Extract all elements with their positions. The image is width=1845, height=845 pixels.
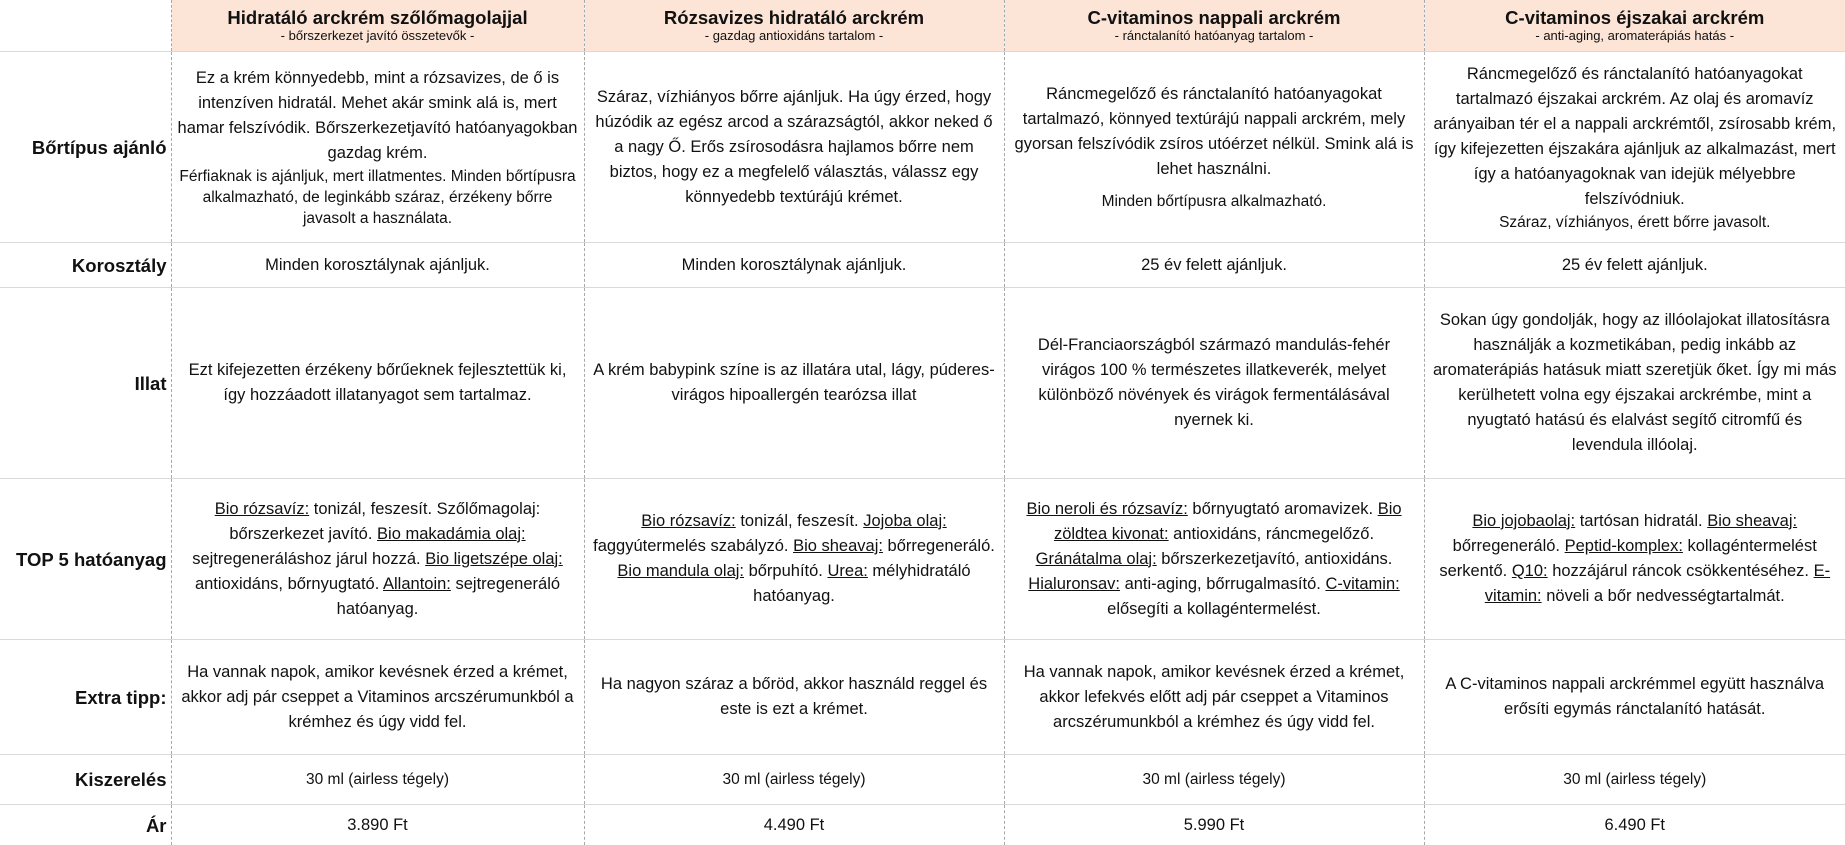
- ingredient-name: Peptid-komplex:: [1565, 537, 1683, 555]
- product-subtitle: - ránctalanító hatóanyag tartalom -: [1009, 28, 1420, 44]
- cell-scent-1: Ezt kifejezetten érzékeny bőrűeknek fejlesztettük ki, így hozzáadott illatanyagot sem tartalmaz.: [171, 288, 584, 479]
- row-label-scent: Illat: [0, 288, 171, 479]
- row-label-age: Korosztály: [0, 243, 171, 288]
- cell-price-1: 3.890 Ft: [171, 805, 584, 845]
- ingredient-name: Bio mandula olaj:: [617, 562, 744, 580]
- product-subtitle: - anti-aging, aromaterápiás hatás -: [1429, 28, 1842, 44]
- product-subtitle: - gazdag antioxidáns tartalom -: [589, 28, 1000, 44]
- price-row: [0, 805, 1845, 845]
- product-header-4: [1424, 0, 1845, 52]
- skin-text-main: Száraz, vízhiányos bőrre ajánljuk. Ha úgy érzed, hogy húzódik az egész arcod a szárazságtól, akkor neked ő a nagy Ő. Erős zsírosodásra hajlamos bőrre nem biztos, hogy ez a megfelelő választás, válassz egy könnyedebb textúrájú krémet.: [591, 85, 998, 210]
- ingredient-desc: bőrszerkezetjavító, antioxidáns.: [1157, 550, 1393, 568]
- ingredient-name: Q10:: [1512, 562, 1548, 580]
- size-row: [0, 755, 1845, 805]
- cell-age-4: 25 év felett ajánljuk.: [1424, 243, 1845, 288]
- skin-text-extra: Férfiaknak is ajánljuk, mert illatmentes. Minden bőrtípusra alkalmazható, de leginkább száraz, érzékeny bőrre javasolt a használata.: [178, 166, 578, 229]
- row-label-tip: Extra tipp:: [0, 640, 171, 755]
- product-title: Rózsavizes hidratáló arckrém: [589, 7, 1000, 28]
- cell-tip-4: A C-vitaminos nappali arckrémmel együtt használva erősíti egymás ránctalanító hatását.: [1424, 640, 1845, 755]
- product-subtitle: - bőrszerkezet javító összetevők -: [176, 28, 580, 44]
- cell-price-3: 5.990 Ft: [1004, 805, 1424, 845]
- cell-tip-2: Ha nagyon száraz a bőröd, akkor használd reggel és este is ezt a krémet.: [584, 640, 1004, 755]
- ingredient-desc: mélyhidratáló hatóanyag.: [753, 562, 970, 605]
- row-label-skin-type: Bőrtípus ajánló: [0, 52, 171, 243]
- cell-skin-3: [1004, 52, 1424, 243]
- ingredient-desc: antioxidáns, bőrnyugtató.: [195, 575, 383, 593]
- cell-size-3: 30 ml (airless tégely): [1004, 755, 1424, 805]
- ingredient-name: Bio rózsavíz:: [215, 500, 309, 518]
- ingredient-name: Bio neroli és rózsavíz:: [1026, 500, 1187, 518]
- ingredient-desc: sejtregeneráló hatóanyag.: [337, 575, 560, 618]
- product-header-2: [584, 0, 1004, 52]
- product-title: Hidratáló arckrém szőlőmagolajjal: [176, 7, 580, 28]
- header-corner: [0, 0, 171, 52]
- cell-skin-4: [1424, 52, 1845, 243]
- ingredient-desc: hozzájárul ráncok csökkentéséhez.: [1548, 562, 1814, 580]
- skin-text-main: Ráncmegelőző és ránctalanító hatóanyagokat tartalmazó éjszakai arckrém. Az olaj és aromavíz arányaiban tér el a nappali arckrémtől, zsírosabb krém, így kifejezetten éjszakára ajánljuk az alkalmazást, mert így a hatóanyagoknak van idejük mélyebbre felszívódniuk.: [1431, 62, 1840, 212]
- cell-size-4: 30 ml (airless tégely): [1424, 755, 1845, 805]
- cell-top5-1: [171, 479, 584, 640]
- ingredient-name: Allantoin:: [383, 575, 451, 593]
- product-header-3: [1004, 0, 1424, 52]
- ingredient-name: C-vitamin:: [1325, 575, 1399, 593]
- cell-price-4: 6.490 Ft: [1424, 805, 1845, 845]
- ingredient-desc: sejtregeneráláshoz járul hozzá.: [192, 550, 425, 568]
- product-title: C-vitaminos nappali arckrém: [1009, 7, 1420, 28]
- ingredient-name: Hialuronsav:: [1028, 575, 1120, 593]
- ingredient-name: Bio rózsavíz:: [641, 512, 735, 530]
- cell-top5-3: [1004, 479, 1424, 640]
- ingredient-desc: anti-aging, bőrrugalmasító.: [1120, 575, 1325, 593]
- ingredient-name: Bio makadámia olaj:: [377, 525, 526, 543]
- ingredient-desc: növeli a bőr nedvességtartalmát.: [1542, 587, 1785, 605]
- cell-price-2: 4.490 Ft: [584, 805, 1004, 845]
- scent-row: [0, 288, 1845, 479]
- ingredient-desc: antioxidáns, ráncmegelőző.: [1169, 525, 1374, 543]
- ingredient-desc: bőrpuhító.: [744, 562, 827, 580]
- cell-age-2: Minden korosztálynak ajánljuk.: [584, 243, 1004, 288]
- row-label-price: Ár: [0, 805, 171, 845]
- cell-scent-2: A krém babypink színe is az illatára utal, lágy, púderes-virágos hipoallergén tearózsa illat: [584, 288, 1004, 479]
- ingredient-desc: elősegíti a kollagéntermelést.: [1107, 600, 1321, 618]
- skin-text-main: Ráncmegelőző és ránctalanító hatóanyagokat tartalmazó, könnyed textúrájú nappali arckrém, mely gyorsan felszívódik zsíros utóérzet nélkül. Smink alá is lehet használni.: [1011, 82, 1418, 182]
- ingredient-name: Bio ligetszépe olaj:: [425, 550, 563, 568]
- cell-tip-1: Ha vannak napok, amikor kevésnek érzed a krémet, akkor adj pár cseppet a Vitaminos arcszérumunkból a krémhez és úgy vidd fel.: [171, 640, 584, 755]
- ingredient-name: Gránátalma olaj:: [1036, 550, 1157, 568]
- ingredient-desc: tartósan hidratál.: [1575, 512, 1707, 530]
- ingredient-desc: tonizál, feszesít.: [736, 512, 863, 530]
- cell-size-1: 30 ml (airless tégely): [171, 755, 584, 805]
- row-label-top5: TOP 5 hatóanyag: [0, 479, 171, 640]
- cell-scent-3: Dél-Franciaországból származó mandulás-fehér virágos 100 % természetes illatkeverék, melyet különböző növények és virágok fermentálásával nyernek ki.: [1004, 288, 1424, 479]
- row-label-size: Kiszerelés: [0, 755, 171, 805]
- product-header-1: [171, 0, 584, 52]
- ingredient-desc: kollagéntermelést serkentő.: [1439, 537, 1816, 580]
- ingredient-desc: faggyútermelés szabályzó.: [593, 537, 793, 555]
- ingredient-desc: tonizál, feszesít. Szőlőmagolaj: bőrszerkezet javító.: [229, 500, 540, 543]
- ingredient-name: Bio sheavaj:: [793, 537, 883, 555]
- cell-skin-1: [171, 52, 584, 243]
- skin-type-row: [0, 52, 1845, 243]
- header-row: [0, 0, 1845, 52]
- ingredient-desc: bőrregeneráló.: [1453, 537, 1565, 555]
- top5-ingredients-row: [0, 479, 1845, 640]
- ingredient-name: Bio zöldtea kivonat:: [1054, 500, 1402, 543]
- ingredient-name: E-vitamin:: [1485, 562, 1830, 605]
- extra-tip-row: [0, 640, 1845, 755]
- ingredient-name: Bio sheavaj:: [1707, 512, 1797, 530]
- ingredient-name: Bio jojobaolaj:: [1472, 512, 1575, 530]
- product-title: C-vitaminos éjszakai arckrém: [1429, 7, 1842, 28]
- cell-age-3: 25 év felett ajánljuk.: [1004, 243, 1424, 288]
- age-row: [0, 243, 1845, 288]
- ingredient-desc: bőrnyugtató aromavizek.: [1188, 500, 1378, 518]
- cell-size-2: 30 ml (airless tégely): [584, 755, 1004, 805]
- ingredient-name: Urea:: [827, 562, 867, 580]
- skin-text-extra: Száraz, vízhiányos, érett bőrre javasolt.: [1431, 212, 1840, 233]
- cell-top5-4: [1424, 479, 1845, 640]
- ingredient-desc: bőrregeneráló.: [883, 537, 995, 555]
- ingredient-name: Jojoba olaj:: [863, 512, 946, 530]
- cell-tip-3: Ha vannak napok, amikor kevésnek érzed a krémet, akkor lefekvés előtt adj pár cseppet a Vitaminos arcszérumunkból a krémhez és úgy vidd fel.: [1004, 640, 1424, 755]
- skin-text-main: Ez a krém könnyedebb, mint a rózsavizes, de ő is intenzíven hidratál. Mehet akár smink alá is, mert hamar felszívódik. Bőrszerkezetjavító hatóanyagokban gazdag krém.: [178, 66, 578, 166]
- skin-text-extra: Minden bőrtípusra alkalmazható.: [1011, 191, 1418, 212]
- cell-top5-2: [584, 479, 1004, 640]
- cell-scent-4: Sokan úgy gondolják, hogy az illóolajokat illatosításra használják a kozmetikában, pedig inkább az aromaterápiás hatásuk miatt szeretjük őket. Így mi más kerülhetett volna egy éjszakai arckrémbe, mint a nyugtató hatású és elalvást segítő citromfű és levendula illóolaj.: [1424, 288, 1845, 479]
- cell-age-1: Minden korosztálynak ajánljuk.: [171, 243, 584, 288]
- cell-skin-2: [584, 52, 1004, 243]
